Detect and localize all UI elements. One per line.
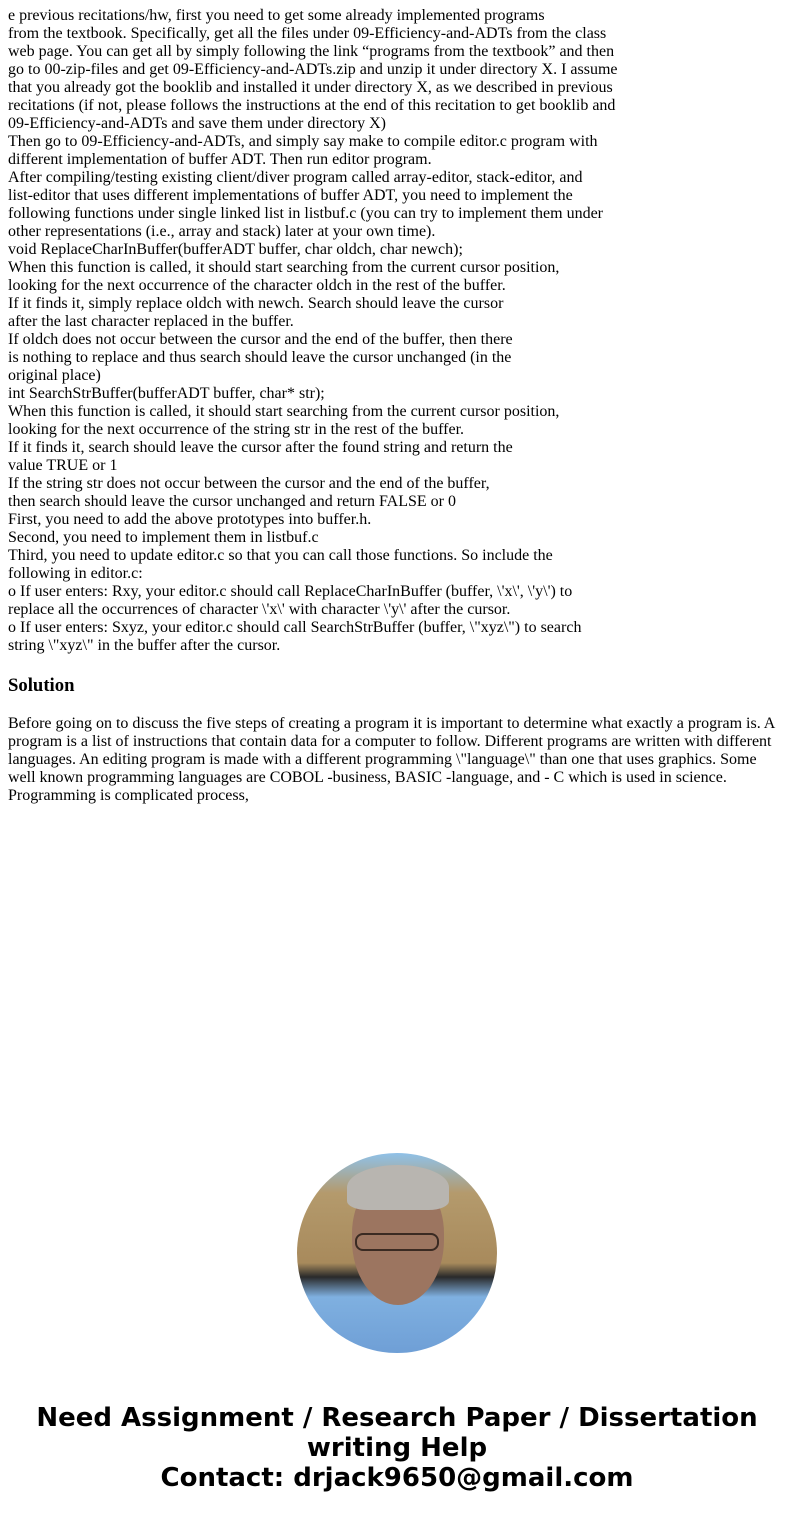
question-line: When this function is called, it should start searching from the current cursor position, xyxy=(8,403,560,420)
footer-ad xyxy=(0,1403,794,1493)
footer-line-1: Need Assignment / Research Paper / Dissertation writing Help xyxy=(36,1403,758,1463)
question-line: different implementation of buffer ADT. Then run editor program. xyxy=(8,151,432,168)
question-line: replace all the occurrences of character \'x\' with character \'y\' after the cursor. xyxy=(8,601,511,618)
question-line: recitations (if not, please follows the instructions at the end of this recitation to get booklib and xyxy=(8,97,616,114)
question-line: then search should leave the cursor unchanged and return FALSE or 0 xyxy=(8,493,457,510)
author-avatar xyxy=(297,1153,497,1353)
question-line: looking for the next occurrence of the character oldch in the rest of the buffer. xyxy=(8,277,506,294)
question-line: If oldch does not occur between the cursor and the end of the buffer, then there xyxy=(8,331,513,348)
question-line: int SearchStrBuffer(bufferADT buffer, char* str); xyxy=(8,385,325,402)
question-line: following functions under single linked list in listbuf.c (you can try to implement them under xyxy=(8,205,604,222)
question-line: string \"xyz\" in the buffer after the cursor. xyxy=(8,637,281,654)
question-line: After compiling/testing existing client/diver program called array-editor, stack-editor, and xyxy=(8,169,583,186)
question-line: Third, you need to update editor.c so that you can call those functions. So include the xyxy=(8,547,553,564)
question-text xyxy=(8,7,788,655)
solution-heading: Solution xyxy=(8,675,75,696)
question-line: 09-Efficiency-and-ADTs and save them under directory X) xyxy=(8,115,386,132)
question-line: is nothing to replace and thus search should leave the cursor unchanged (in the xyxy=(8,349,512,366)
question-line: Then go to 09-Efficiency-and-ADTs, and simply say make to compile editor.c program with xyxy=(8,133,598,150)
question-line: web page. You can get all by simply following the link “programs from the textbook” and then xyxy=(8,43,615,60)
question-line: void ReplaceCharInBuffer(bufferADT buffer, char oldch, char newch); xyxy=(8,241,463,258)
question-line: If it finds it, search should leave the cursor after the found string and return the xyxy=(8,439,513,456)
question-line: other representations (i.e., array and stack) later at your own time). xyxy=(8,223,436,240)
question-line: list-editor that uses different implementations of buffer ADT, you need to implement the xyxy=(8,187,573,204)
question-line: from the textbook. Specifically, get all the files under 09-Efficiency-and-ADTs from the class xyxy=(8,25,607,42)
question-line: First, you need to add the above prototypes into buffer.h. xyxy=(8,511,372,528)
question-line: o If user enters: Sxyz, your editor.c should call SearchStrBuffer (buffer, \"xyz\") to search xyxy=(8,619,582,636)
question-line: that you already got the booklib and installed it under directory X, as we described in previous xyxy=(8,79,613,96)
question-line: go to 00-zip-files and get 09-Efficiency-and-ADTs.zip and unzip it under directory X. I assume xyxy=(8,61,618,78)
question-line: When this function is called, it should start searching from the current cursor position, xyxy=(8,259,560,276)
question-line: e previous recitations/hw, first you need to get some already implemented programs xyxy=(8,7,545,24)
question-line: value TRUE or 1 xyxy=(8,457,118,474)
question-line: after the last character replaced in the buffer. xyxy=(8,313,294,330)
question-line: If the string str does not occur between the cursor and the end of the buffer, xyxy=(8,475,490,492)
solution-body: Before going on to discuss the five steps of creating a program it is important to determine what exactly a program is. A program is a list of instructions that contain data for a computer to follow. Different programs are written with different languages. An editing program is made with a different programming \"language\" than one that uses graphics. Some well known programming languages are COBOL -business, BASIC -language, and - C which is used in science. Programming is complicated process, xyxy=(8,715,775,804)
footer-contact: Contact: drjack9650@gmail.com xyxy=(160,1463,634,1493)
question-line: original place) xyxy=(8,367,101,384)
question-line: If it finds it, simply replace oldch with newch. Search should leave the cursor xyxy=(8,295,504,312)
question-line: following in editor.c: xyxy=(8,565,143,582)
question-line: Second, you need to implement them in listbuf.c xyxy=(8,529,319,546)
question-line: o If user enters: Rxy, your editor.c should call ReplaceCharInBuffer (buffer, \'x\', \'y\') to xyxy=(8,583,573,600)
question-line: looking for the next occurrence of the string str in the rest of the buffer. xyxy=(8,421,465,438)
